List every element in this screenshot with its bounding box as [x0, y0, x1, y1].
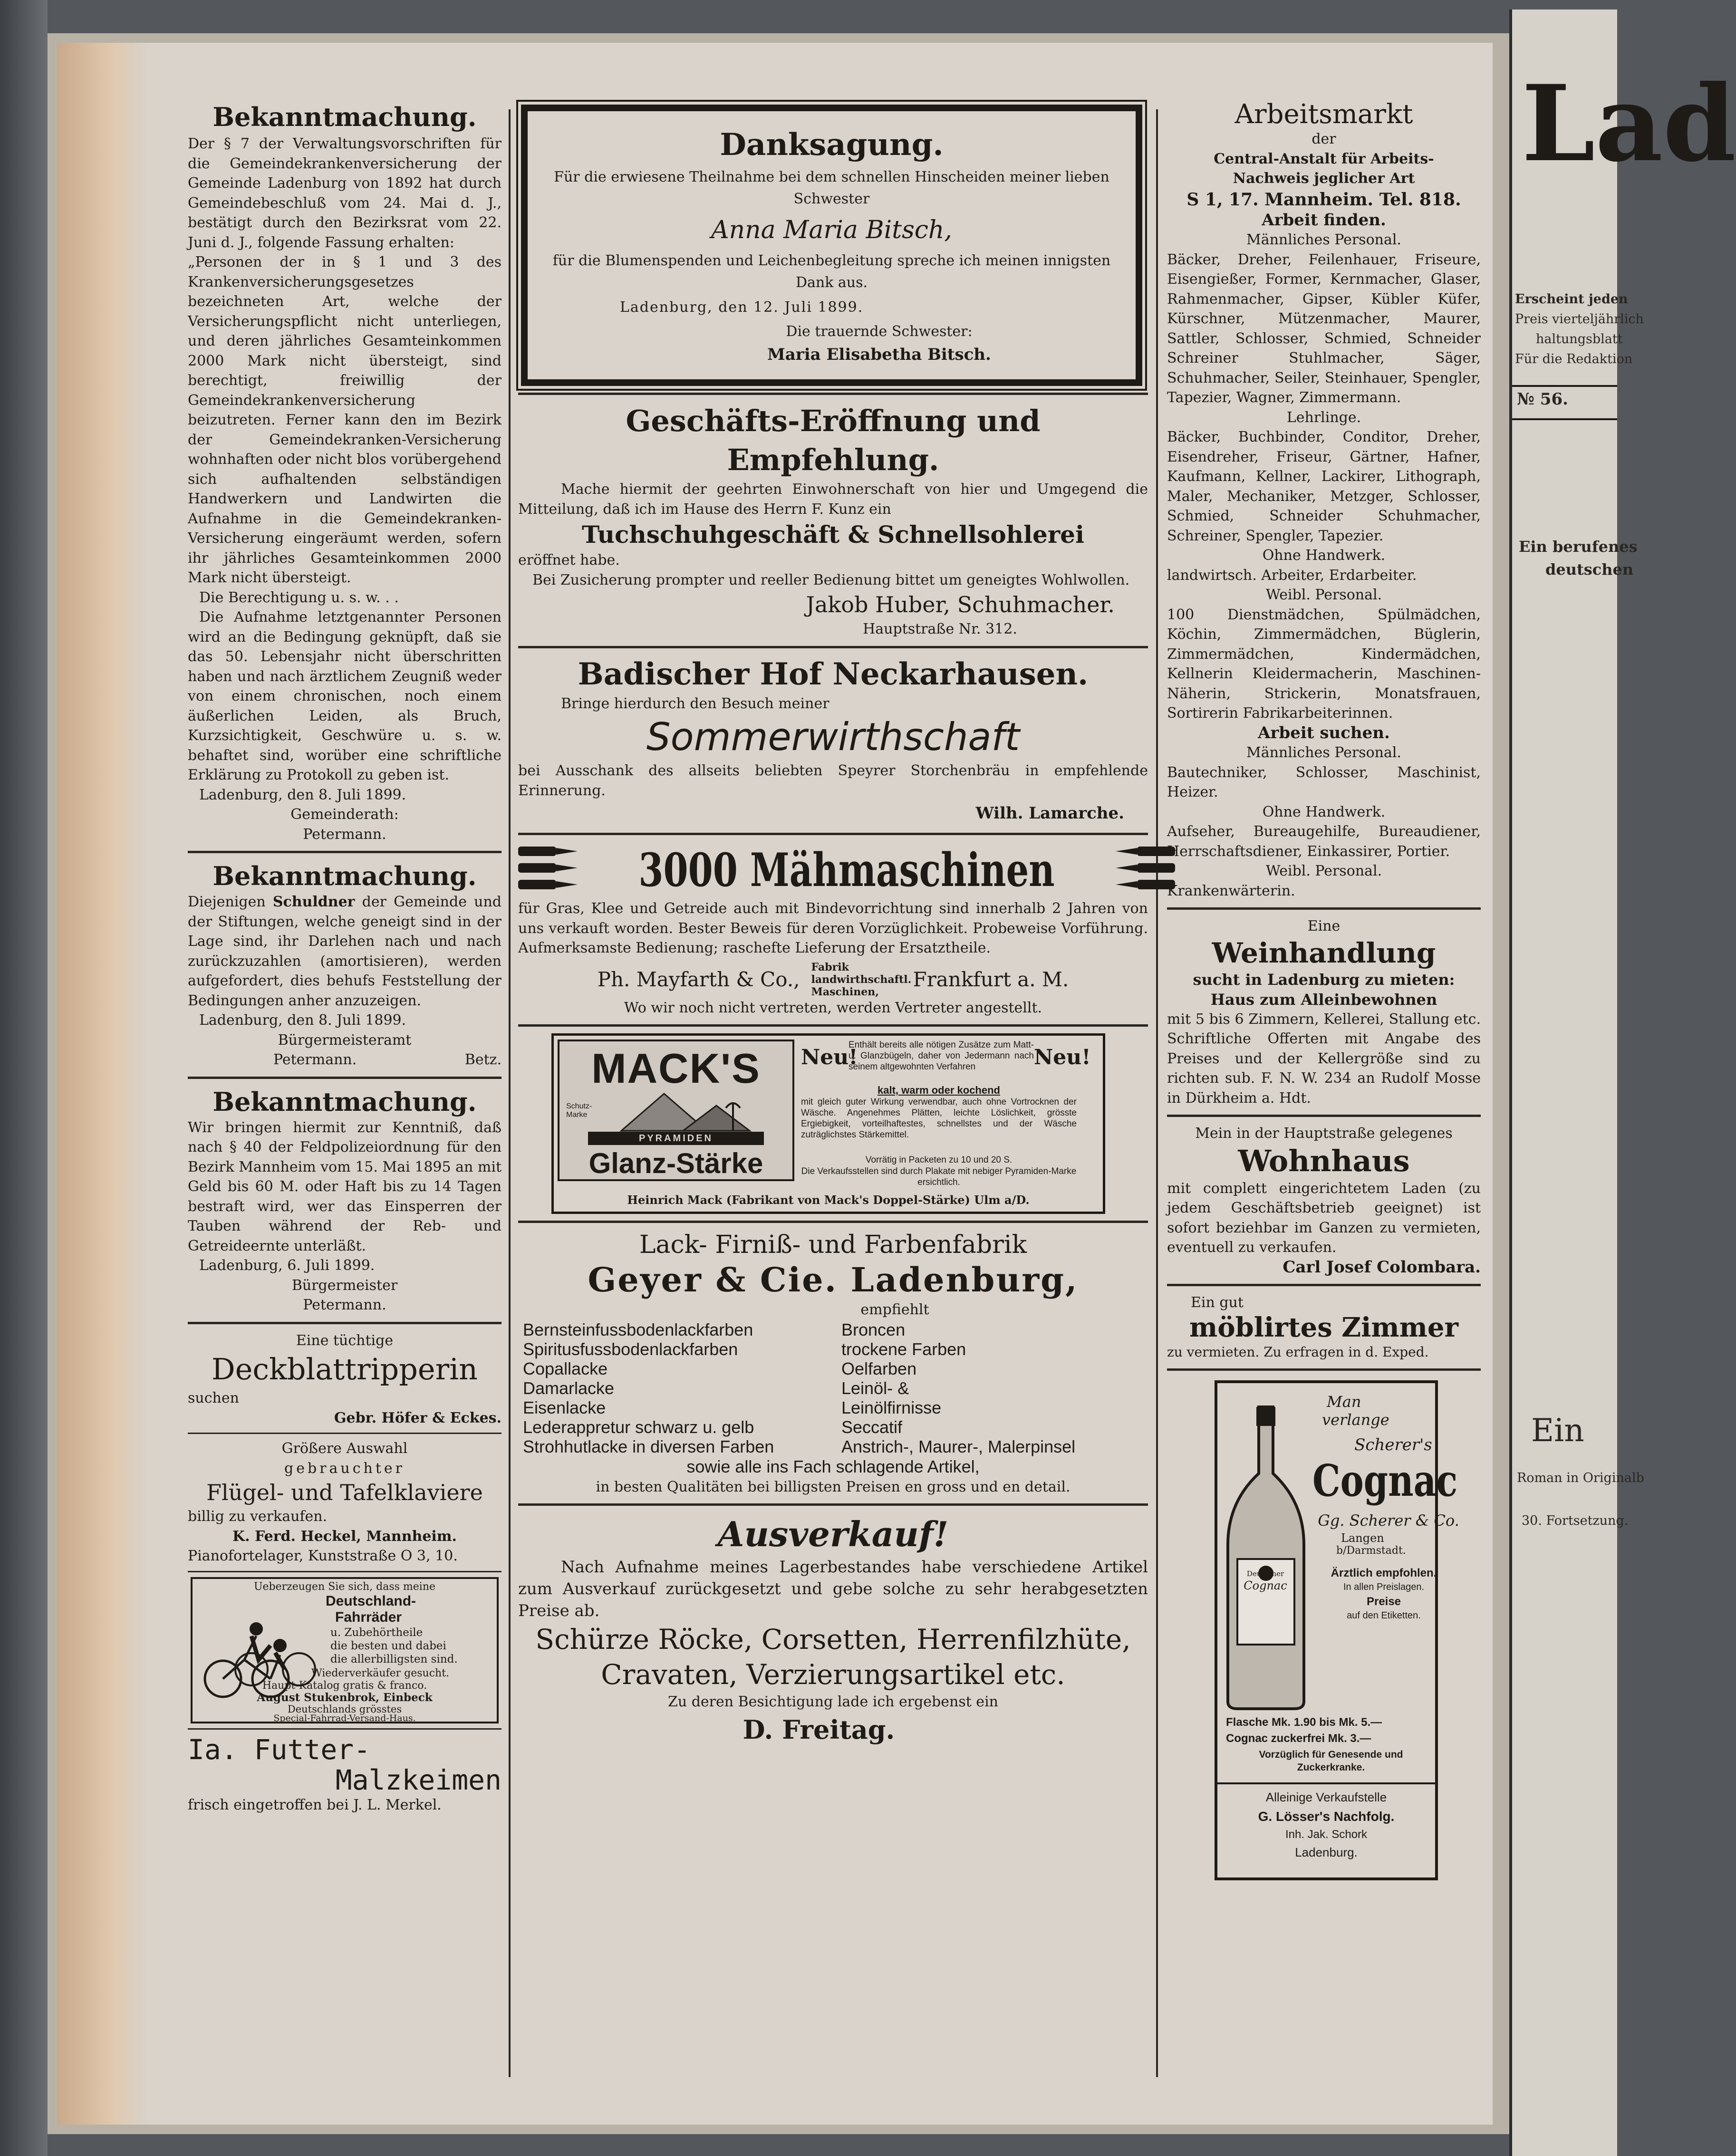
ad-line: Wiederverkäufer gesucht.: [311, 1667, 450, 1679]
job-list: Bäcker, Dreher, Feilenhauer, Friseure, Eisengießer, Former, Kernmacher, Glaser, Rahmenmacher, Gipser, Kübler Küfer, Kürschner, Mützenmacher, Maurer, Sattler, Schlosser, Schmied, Schneider Schreiner Stuhlmacher, Säger, Schuhmacher, Seiler, Steinhauer, Spengler, Tapezier, Wagner, Zimmermann.: [1167, 251, 1481, 406]
ad-line: Man: [1327, 1393, 1361, 1411]
section-title: Arbeitsmarkt: [1234, 99, 1413, 130]
book-binding: [0, 0, 48, 2156]
ad-line: Eine: [1307, 918, 1341, 934]
ad-line: Bringe hierdurch den Besuch meiner: [561, 695, 829, 712]
ad-headline: Ia. Futter-: [188, 1733, 371, 1766]
notice-body: Der § 7 der Verwaltungsvorschriften für die Gemeindekrankenversicherung der Gemeinde Ladenburg von 1892 hat durch Gemeindebeschluß vom 24. Mai d. J., bestätigt durch den Bezirksrat vom 22. Juni d. J., folgende Fassung erhalten:: [188, 135, 502, 251]
ad-line: Preise: [1366, 1595, 1401, 1608]
job-list: Aufseher, Bureaugehilfe, Bureaudiener, Herrschaftsdiener, Einkassirer, Portier.: [1167, 823, 1481, 860]
ad-address: Hauptstraße Nr. 312.: [863, 621, 1017, 637]
notice-quote: „Personen der in § 1 und 3 des Krankenversicherungsgesetzes bezeichneten Art, welche der Versicherungspflicht nicht unterliegen, und deren jährliches Gesamteinkommen 2000 Mark nicht übersteigt, sind berechtigt, freiwillig der Gemeindekrankenversicherung beizutreten. Ferner kann den im Bezirk der Gemeindekranken-Versicherung wohnhaften oder nicht blos vorübergehend sich aufhaltenden selbständigen Handwerkern und Landwirten die Aufnahme in die Gemeindekranken-Versicherung eingeräumt werden, sofern ihr jährliches Gesamteinkommen 2000 Mark nicht übersteigt.: [188, 254, 502, 586]
ad-line: Ueberzeugen Sie sich, dass meine: [253, 1580, 436, 1593]
ad-signature: Gebr. Höfer & Eckes.: [334, 1409, 502, 1426]
labour-market: [1167, 100, 1481, 901]
ad-signature: Wilh. Lamarche.: [975, 804, 1124, 823]
package-band: PYRAMIDEN: [588, 1132, 764, 1145]
starch-package: [558, 1040, 794, 1181]
ad-line: Vorzüglich für Genesende und Zuckerkranke.: [1259, 1749, 1403, 1773]
divider: [518, 1024, 1148, 1027]
column-rule-right: [1156, 109, 1158, 2077]
ad-line: billig zu verkaufen.: [188, 1508, 328, 1525]
paint-product: Strohhutlacke in diversen Farben: [523, 1436, 774, 1456]
divider: [1217, 1782, 1435, 1784]
ad-headline: Deckblattripperin: [212, 1352, 478, 1386]
brand-logo: MACK'S: [591, 1045, 761, 1092]
paint-product: Broncen: [841, 1319, 906, 1339]
ad-signature: Frankfurt a. M.: [913, 968, 1069, 991]
notice-body: Wir bringen hiermit zur Kenntniß, daß nach § 40 der Feldpolizeiordnung für den Bezirk Mannheim vom 15. Mai 1895 an mit Geld bis 60 M. oder Haft bis zu 14 Tagen bestraft wird, wer das Einsperren der Tauben während der Reb- und Getreideernte unterläßt.: [188, 1119, 502, 1254]
notice-title: Bekanntmachung.: [212, 861, 477, 891]
divider: [1167, 1115, 1481, 1117]
notice-body: der Gemeinde und der Stiftungen, welche geneigt sind in der Lage sind, ihr Darlehen nach und nach zurückzuzahlen (amortisieren), werden aufgefordert, dies behufs Feststellung der Bedingungen anher anzuzeigen.: [188, 894, 502, 1009]
price-line: Flasche Mk. 1.90 bis Mk. 5.—: [1226, 1716, 1382, 1729]
bottle-label: Deutscher: [1246, 1569, 1284, 1578]
ad-line: sucht in Ladenburg zu mieten:: [1193, 970, 1455, 989]
headline-fragment: deutschen: [1545, 560, 1634, 578]
ad-line: eröffnet habe.: [518, 552, 620, 568]
ad-house: [1167, 1124, 1481, 1277]
ad-line: mit gleich guter Wirkung verwendbar, auch ohne Vortrocknen der Wäsche. Angenehmes Plätten, leichte Löslichkeit, grösste Ergiebigkeit, vorteilhaftestes, schnellstes und der Wäsche zuträglichstes Stärkemittel.: [801, 1097, 1077, 1140]
ad-line: für die Blumenspenden und Leichenbegleitung spreche ich meinen innigsten Dank aus.: [552, 252, 1111, 291]
section-heading: Arbeit finden.: [1262, 210, 1386, 230]
maker-name: Gg. Scherer & Co.: [1318, 1511, 1459, 1530]
ad-headline: Tuchschuhgeschäft & Schnellsohlerei: [582, 520, 1084, 549]
divider: [188, 1571, 502, 1572]
ad-shop-opening: [518, 402, 1148, 639]
ad-headline: Deutschland-: [326, 1593, 416, 1609]
section-subheading: Weibl. Personal.: [1265, 587, 1382, 603]
divider: [1167, 1368, 1481, 1371]
ad-headline: Sommerwirthschaft: [646, 715, 1020, 759]
ad-line: Mein in der Hauptstraße gelegenes: [1195, 1125, 1453, 1142]
masthead-fragment: Lad: [1522, 62, 1736, 185]
section-heading: Arbeit suchen.: [1258, 723, 1390, 742]
headline-fragment: Ein: [1531, 1412, 1584, 1449]
paint-product: trockene Farben: [841, 1339, 966, 1359]
ad-address: S 1, 17. Mannheim. Tel. 818.: [1186, 189, 1461, 210]
ad-line: Haus zum Alleinbewohnen: [1210, 990, 1437, 1009]
ad-line: Fabrik landwirthschaftl. Maschinen,: [811, 961, 912, 998]
ad-signature: Maria Elisabetha Bitsch.: [767, 345, 991, 364]
divider: [518, 833, 1148, 835]
notice-date: Ladenburg, den 8. Juli 1899.: [199, 786, 406, 803]
new-badge: Neu!: [1034, 1045, 1091, 1069]
ad-headline: Badischer Hof Neckarhausen.: [578, 656, 1089, 692]
ad-bicycles: [191, 1577, 499, 1723]
ad-headline: Lack- Firniß- und Farbenfabrik: [639, 1231, 1027, 1259]
ad-line: Enthält bereits alle nötigen Zusätze zum Matt- u. Glanzbügeln, daher von Jedermann nach seinem altgewohnten Verfahren: [849, 1040, 1034, 1072]
divider: [518, 1503, 1148, 1506]
product-name: Glanz-Stärke: [588, 1147, 763, 1179]
job-list: 100 Dienstmädchen, Spülmädchen, Köchin, Zimmermädchen, Büglerin, Zimmermädchen, Kindermädchen, Kellnerin Kleidermacherin, Maschinen-Näherin, Strickerin, Monatsfrauen, Sortirerin Fabrikarbeiterinnen.: [1167, 606, 1481, 722]
ad-line: die besten und dabei: [330, 1639, 446, 1652]
notice-health-insurance: [188, 100, 502, 844]
gutter-shadow: [57, 43, 147, 2125]
divider: [518, 1221, 1148, 1223]
ad-line: mit complett eingerichtetem Laden (zu jedem Geschäftsbetrieb geeignet) ist sofort beziehbar im Ganzen zu vermieten, eventuell zu verkaufen.: [1167, 1180, 1481, 1256]
ad-signature: K. Ferd. Heckel, Mannheim.: [232, 1528, 457, 1545]
notice-paragraph: Die Aufnahme letztgenannter Personen wird an die Bedingung geknüpft, daß sie das 50. Lebensjahr nicht überschritten haben und nach ärztlichem Zeugniß weder von einem chronischen, noch einem äußerlichen Leiden, als Bruch, Kurzsichtigkeit, Geschwüre u. s. w. behaftet sind, worüber eine schriftliche Erklärung zu Protokoll zu geben ist.: [188, 609, 502, 783]
ad-paint-factory: [518, 1230, 1148, 1497]
notice-title: Bekanntmachung.: [212, 102, 477, 132]
ad-stripper-wanted: [188, 1331, 502, 1428]
pointing-hands-icon: [518, 844, 580, 896]
ad-signature: Die trauernde Schwester:: [786, 323, 973, 340]
divider: [1512, 418, 1617, 420]
job-list: Bautechniker, Schlosser, Maschinist, Heizer.: [1167, 764, 1481, 800]
paint-product: Eisenlacke: [523, 1397, 606, 1417]
paint-product: Anstrich-, Maurer-, Malerpinsel: [841, 1436, 1076, 1456]
ad-line: Größere Auswahl: [281, 1440, 408, 1457]
paint-product: Oelfarben: [841, 1358, 917, 1378]
ad-line: bei Ausschank des allseits beliebten Speyrer Storchenbräu in empfehlende Erinnerung.: [518, 762, 1148, 799]
ad-headline: Geyer & Cie. Ladenburg,: [588, 1260, 1079, 1299]
ad-line: Die Verkaufsstellen sind durch Plakate mit nebiger Pyramiden-Marke ersichtlich.: [801, 1166, 1077, 1187]
ad-line: frisch eingetroffen bei J. L. Merkel.: [188, 1796, 442, 1813]
notice-body: Diejenigen: [188, 894, 273, 910]
text-fragment: Erscheint jeden: [1515, 292, 1628, 307]
notice-signature: Bürgermeisteramt: [278, 1031, 412, 1049]
pointing-hands-icon: [1113, 844, 1175, 896]
section-subheading: Männliches Personal.: [1246, 744, 1401, 761]
ad-line: Ein gut: [1191, 1294, 1244, 1311]
ad-line: für Gras, Klee und Getreide auch mit Bindevorrichtung sind innerhalb 2 Jahren von uns verkauft worden. Bester Beweis für deren Vorzüglichkeit. Probeweise Vorführung. Aufmerksamste Bedienung; raschefte Lieferung der Ersatztheile.: [518, 900, 1148, 956]
notice-debtors: [188, 860, 502, 1070]
text-fragment: 30. Fortsetzung.: [1522, 1513, 1629, 1528]
ad-line: die allerbilligsten sind.: [330, 1653, 458, 1665]
divider: [1167, 1284, 1481, 1286]
ad-line: Haupt-Katalog gratis & franco.: [262, 1679, 427, 1692]
brand-name: Scherer's: [1354, 1435, 1432, 1454]
ad-badischer-hof: [518, 655, 1148, 827]
ad-thanks: [521, 105, 1142, 386]
ad-line: mit 5 bis 6 Zimmern, Kellerei, Stallung etc. Schriftliche Offerten mit Angabe des Preises und der Kellergröße sind zu richten sub. F. N. W. 234 an Rudolf Mosse in Dürkheim a. Hdt.: [1167, 1011, 1481, 1107]
ad-clearance-sale: [518, 1512, 1148, 1747]
ad-line: zu vermieten. Zu erfragen in d. Exped.: [1167, 1344, 1429, 1360]
ad-date: Ladenburg, den 12. Juli 1899.: [620, 299, 864, 316]
ad-line: in besten Qualitäten bei billigsten Preisen en gross und en detail.: [596, 1478, 1071, 1495]
ad-signature: G. Lösser's Nachfolg.: [1258, 1809, 1395, 1824]
text-fragment: Preis vierteljährlich: [1515, 312, 1644, 327]
section-subheading: Lehrlinge.: [1286, 409, 1361, 426]
ad-headline: Wohnhaus: [1238, 1143, 1410, 1178]
ad-room: [1167, 1293, 1481, 1362]
ad-line: Vorrätig in Packeten zu 10 und 20 S.: [865, 1155, 1013, 1165]
job-list: landwirtsch. Arbeiter, Erdarbeiter.: [1167, 567, 1417, 584]
notice-pigeons: [188, 1086, 502, 1315]
divider: [518, 393, 1148, 395]
ad-line: Ärztlich empfohlen.: [1331, 1567, 1437, 1579]
text-fragment: haltungsblatt: [1536, 332, 1623, 346]
notice-title: Bekanntmachung.: [212, 1086, 477, 1117]
ad-line: In allen Preislagen.: [1343, 1582, 1425, 1592]
ad-line: Deutschlands grösstes: [287, 1703, 402, 1715]
maker-place: Langen: [1341, 1531, 1384, 1545]
trademark-label: Schutz-Marke: [566, 1102, 592, 1119]
cognac-bottle-illustration: [1223, 1402, 1309, 1711]
ad-line: u. Zubehörtheile: [330, 1626, 423, 1639]
paint-product: Lederappretur schwarz u. gelb: [523, 1417, 754, 1437]
ad-headline: Geschäfts-Eröffnung und Empfehlung.: [626, 404, 1041, 477]
notice-date: Ladenburg, 6. Juli 1899.: [199, 1257, 375, 1274]
ad-signature: Carl Josef Colombara.: [1283, 1257, 1481, 1277]
ad-wine-merchant: [1167, 916, 1481, 1108]
ad-headline: Fahrräder: [335, 1609, 402, 1625]
ad-line: Eine tüchtige: [296, 1332, 394, 1349]
ad-line: verlange: [1322, 1411, 1389, 1429]
ad-headline: möblirtes Zimmer: [1189, 1311, 1459, 1343]
notice-keyword: Schuldner: [272, 894, 355, 910]
ad-line: Wo wir noch nicht vertreten, werden Vertreter angestellt.: [624, 999, 1042, 1016]
ad-headline: Malzkeimen: [335, 1763, 502, 1796]
paint-product: Copallacke: [523, 1358, 608, 1378]
ad-line: Nach Aufnahme meines Lagerbestandes habe verschiedene Artikel zum Ausverkauf zurückgesetzt und gebe solche zu sehr herabgesetzten Preise ab.: [518, 1558, 1148, 1620]
text-fragment: Für die Redaktion: [1515, 352, 1633, 366]
notice-signature: Bürgermeister: [291, 1277, 398, 1294]
ad-line: suchen: [188, 1390, 239, 1406]
section-subheading: Ohne Handwerk.: [1262, 803, 1386, 820]
ad-items: Schürze Röcke, Corsetten, Herrenfilzhüte,: [535, 1623, 1131, 1656]
maker-place: b/Darmstadt.: [1336, 1545, 1406, 1557]
column-left: [188, 100, 502, 1815]
issue-number: № 56.: [1517, 390, 1568, 409]
ad-headline: 3000 Mähmaschinen: [638, 843, 1055, 897]
ad-line: Ladenburg.: [1295, 1845, 1358, 1859]
notice-signature: Petermann.: [273, 1051, 357, 1068]
ad-macks-starch: [551, 1033, 1105, 1214]
divider: [1512, 385, 1617, 387]
ad-line: gebrauchter: [284, 1460, 405, 1477]
bottle-label: Cognac: [1244, 1579, 1287, 1592]
pyramids-icon: [612, 1089, 754, 1132]
deceased-name: Anna Maria Bitsch,: [711, 216, 952, 244]
ad-line: Für die erwiesene Theilnahme bei dem schnellen Hinscheiden meiner lieben Schwester: [554, 169, 1109, 207]
divider: [188, 851, 502, 853]
notice-signature: Betz.: [464, 1051, 502, 1068]
ad-line: Bei Zusicherung prompter und reeller Bedienung bittet um geneigtes Wohlwollen.: [532, 571, 1130, 588]
ad-headline: Ausverkauf!: [717, 1514, 949, 1554]
ad-mowers: [518, 842, 1148, 1018]
ad-signature: August Stukenbrok, Einbeck: [257, 1691, 433, 1704]
thanks-title: Danksagung.: [720, 127, 944, 163]
ad-signature: Heinrich Mack (Fabrikant von Mack's Doppel-Stärke) Ulm a/D.: [627, 1193, 1030, 1207]
ad-pianos: [188, 1439, 502, 1566]
new-badge: Neu!: [801, 1045, 858, 1069]
divider: [188, 1322, 502, 1324]
ad-line: empfiehlt: [860, 1301, 929, 1318]
job-list: Krankenwärterin.: [1167, 882, 1295, 899]
ad-line: Alleinige Verkaufstelle: [1265, 1790, 1387, 1804]
paint-product: Spiritusfussbodenlackfarben: [523, 1339, 738, 1359]
product-name: Cognac: [1312, 1455, 1458, 1506]
notice-date: Ladenburg, den 8. Juli 1899.: [199, 1012, 406, 1029]
column-middle: [518, 100, 1148, 1747]
paint-product: Seccatif: [841, 1417, 903, 1437]
section-subheading: Ohne Handwerk.: [1262, 547, 1386, 564]
notice-signature: Gemeinderath:: [290, 806, 399, 823]
ad-cognac: [1215, 1380, 1459, 1880]
paint-product: Leinöl- &: [841, 1378, 909, 1398]
ad-line: Mache hiermit der geehrten Einwohnerschaft von hier und Umgegend die Mitteilung, daß ich im Hause des Herrn F. Kunz ein: [518, 481, 1148, 518]
divider: [518, 646, 1148, 648]
ad-signature: D. Freitag.: [743, 1714, 895, 1745]
divider: [188, 1728, 502, 1730]
column-rule-left: [509, 109, 511, 2077]
ad-line: Nachweis jeglicher Art: [1233, 170, 1415, 187]
text-fragment: Roman in Originalb: [1517, 1471, 1644, 1485]
paint-product: Damarlacke: [523, 1378, 615, 1398]
ad-line: auf den Etiketten.: [1347, 1610, 1421, 1621]
column-right: [1167, 100, 1481, 1880]
notice-paragraph: Die Berechtigung u. s. w. . .: [199, 589, 399, 606]
ad-malt: [188, 1734, 502, 1815]
ad-signature: Ph. Mayfarth & Co.,: [597, 968, 800, 991]
ad-line: kalt, warm oder kochend: [878, 1084, 1000, 1096]
ad-line: sowie alle ins Fach schlagende Artikel,: [686, 1456, 980, 1476]
ad-items: Cravaten, Verzierungsartikel etc.: [601, 1658, 1065, 1691]
ad-address: Pianofortelager, Kunststraße O 3, 10.: [188, 1548, 458, 1564]
divider: [1167, 907, 1481, 910]
ad-line: Central-Anstalt für Arbeits-: [1214, 150, 1434, 167]
job-list: Bäcker, Buchbinder, Conditor, Dreher, Eisendreher, Friseur, Gärtner, Hafner, Kaufmann, Kellner, Lackirer, Lithograph, Maler, Mechaniker, Metzger, Schlosser, Schmied, Schneider Schuhmacher, Schreiner, Spengler, Tapezier.: [1167, 429, 1481, 544]
notice-signature: Petermann.: [303, 826, 386, 843]
notice-signature: Petermann.: [303, 1297, 386, 1313]
facing-page-fragment: [1509, 10, 1736, 2156]
ad-line: Inh. Jak. Schork: [1285, 1828, 1368, 1841]
ad-line: der: [1312, 131, 1336, 147]
paint-product: Bernsteinfussbodenlackfarben: [523, 1319, 753, 1339]
divider: [188, 1433, 502, 1434]
ad-line: Zu deren Besichtigung lade ich ergebenst ein: [668, 1694, 998, 1710]
headline-fragment: Ein berufenes: [1519, 538, 1638, 556]
divider: [188, 1077, 502, 1079]
section-subheading: Männliches Personal.: [1246, 231, 1401, 248]
price-line: Cognac zuckerfrei Mk. 3.—: [1226, 1732, 1371, 1745]
ad-line: Special-Fahrrad-Versand-Haus.: [273, 1713, 416, 1723]
ad-headline: Flügel- und Tafelklaviere: [206, 1480, 483, 1505]
ad-headline: Weinhandlung: [1212, 936, 1436, 969]
ad-signature: Jakob Huber, Schuhmacher.: [806, 592, 1115, 617]
paint-product: Leinölfirnisse: [841, 1397, 942, 1417]
section-subheading: Weibl. Personal.: [1265, 863, 1382, 879]
